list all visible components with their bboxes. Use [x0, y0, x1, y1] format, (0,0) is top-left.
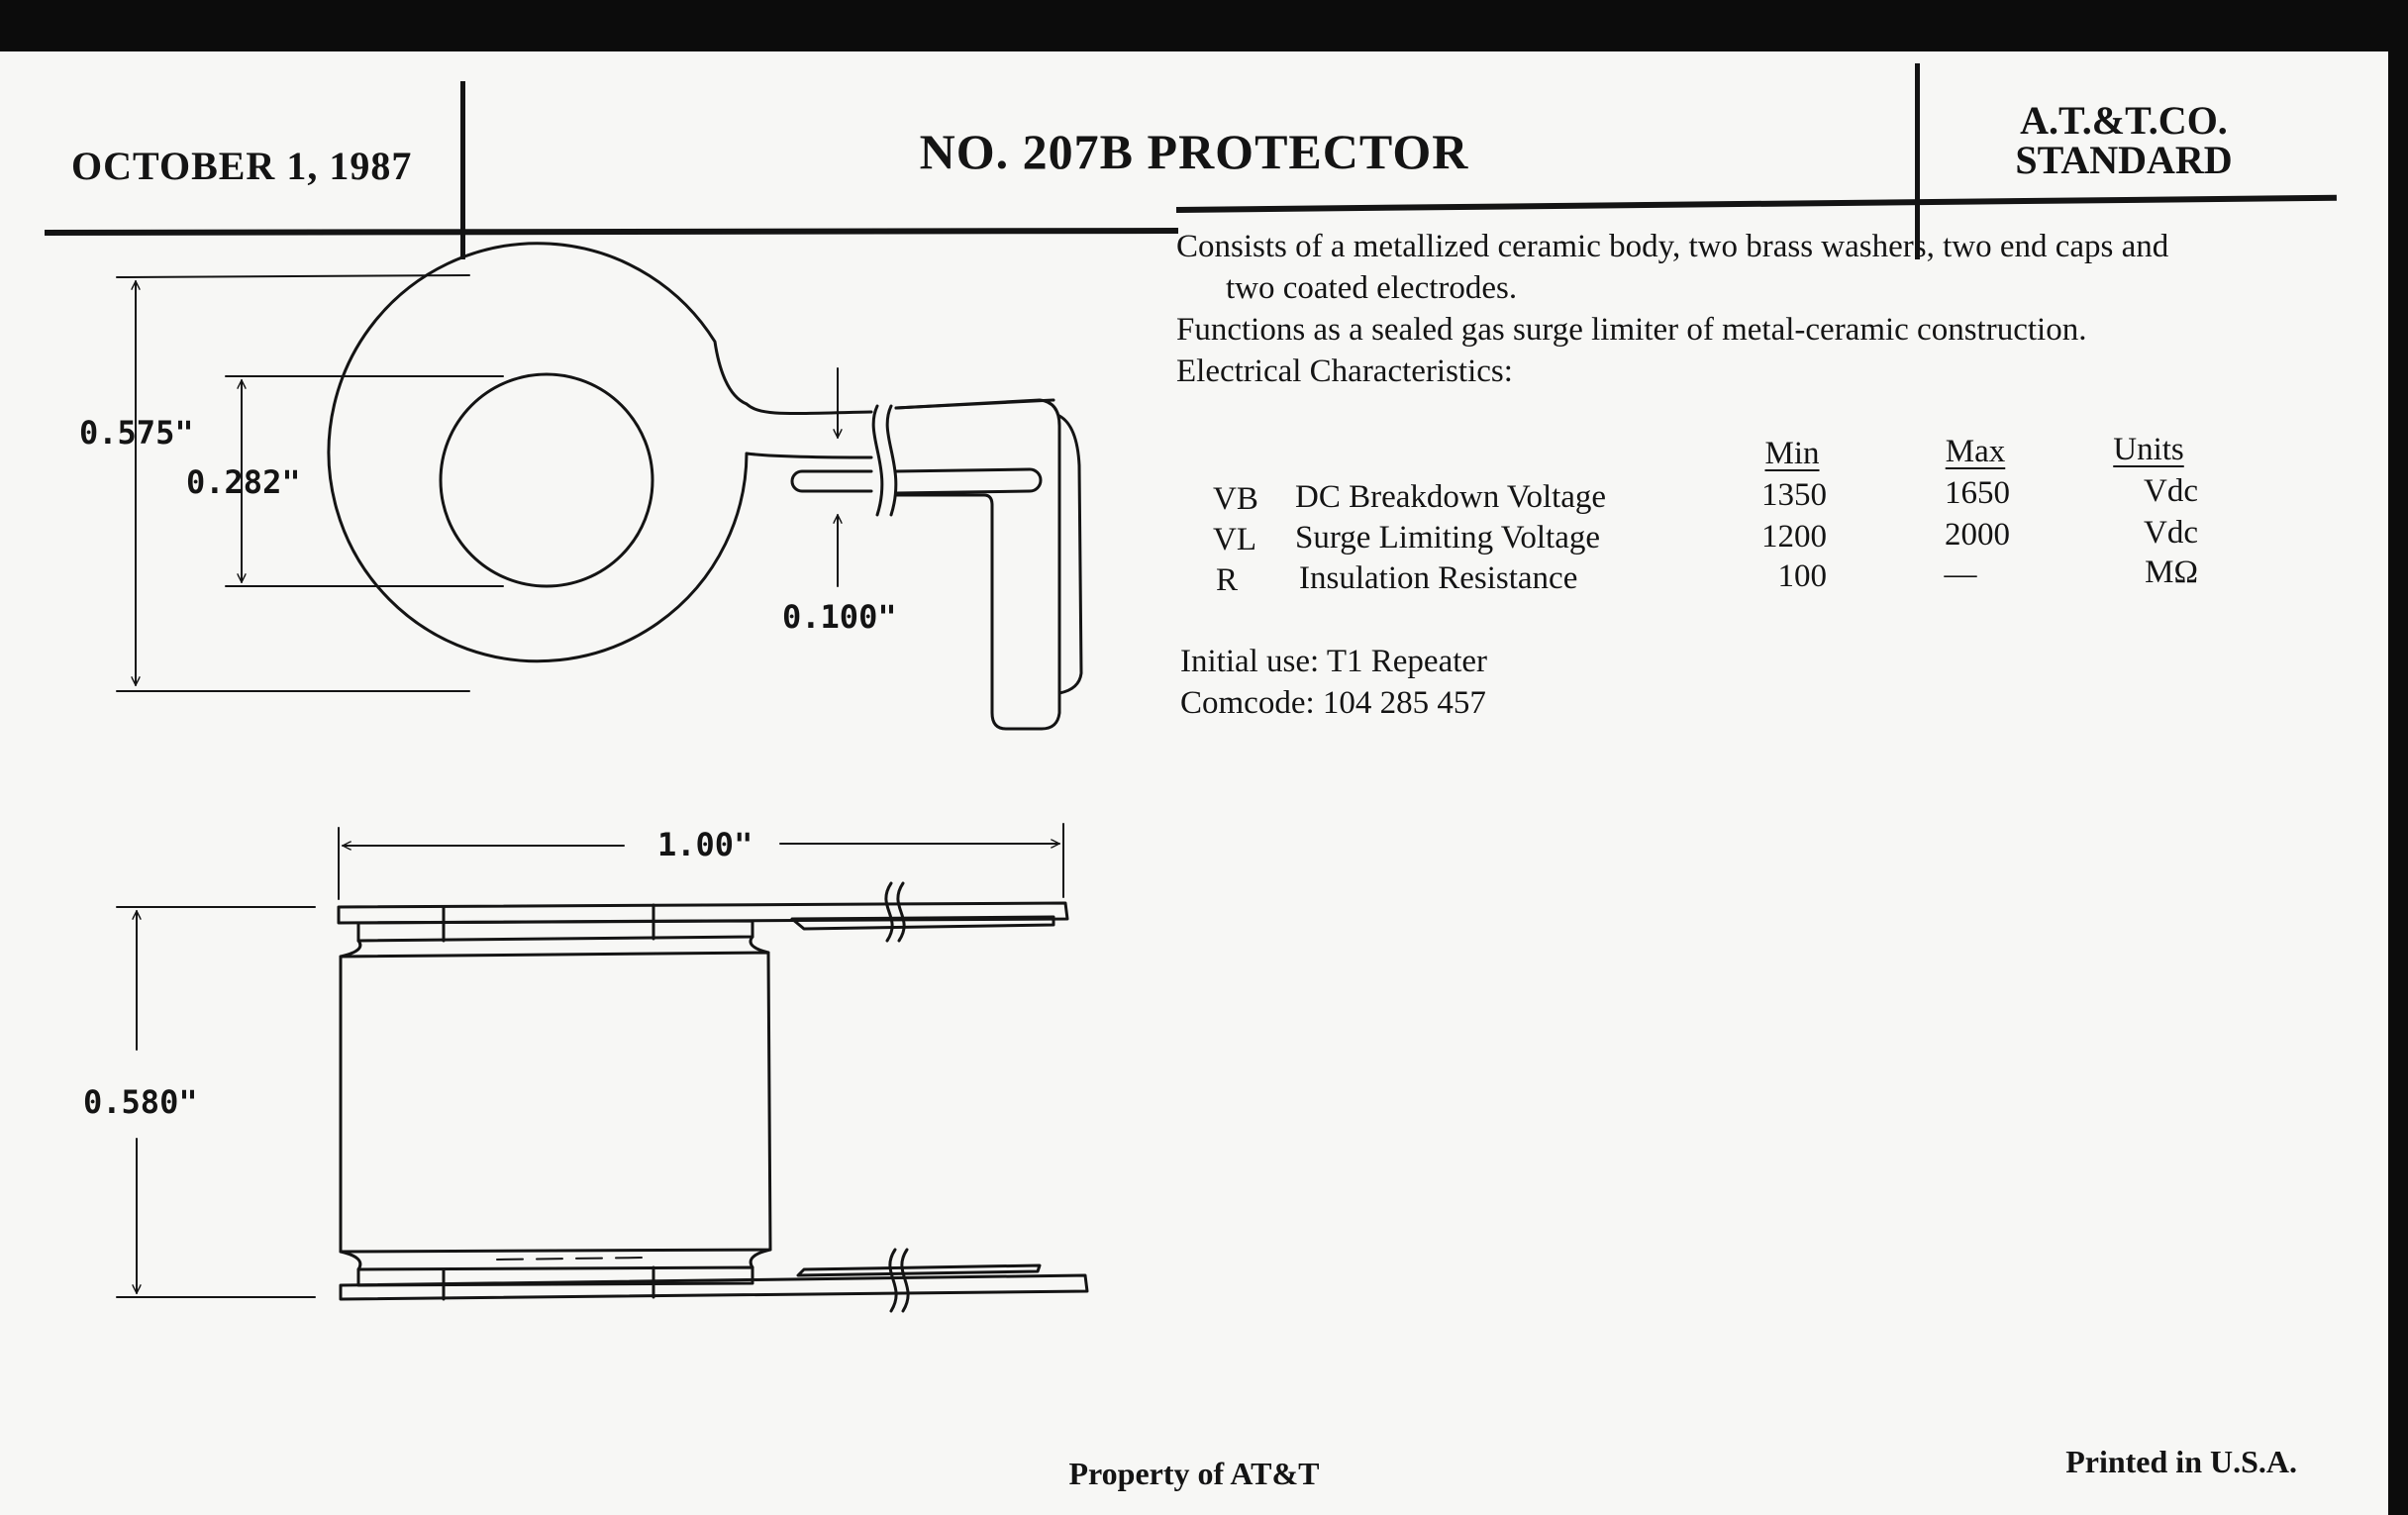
- row-max: —: [1944, 556, 1977, 592]
- org-line-1: A.T.&T.CO.: [2020, 98, 2228, 143]
- description-line-1: Consists of a metallized ceramic body, two brass washers, two end caps and: [1176, 229, 2169, 264]
- initial-use: Initial use: T1 Repeater: [1180, 644, 1488, 679]
- side-view-dimensions: [117, 824, 1063, 1297]
- row-name: DC Breakdown Voltage: [1295, 479, 1607, 515]
- row-units: Vdc: [2144, 515, 2198, 551]
- electrode-bottom: [798, 1265, 1040, 1275]
- dim-label-lead-width: 0.100": [782, 598, 897, 636]
- lead-bend: [896, 400, 1059, 729]
- row-symbol: R: [1216, 562, 1239, 598]
- washer-top: [358, 921, 752, 941]
- outer-ring: [330, 220, 871, 636]
- lead-upper: [747, 404, 871, 414]
- row-min: 1350: [1761, 477, 1827, 513]
- row-units: Vdc: [2144, 473, 2198, 509]
- inner-hole: [441, 374, 652, 586]
- ext-line-od-top: [117, 275, 469, 277]
- row-symbol: VL: [1213, 522, 1256, 557]
- electrode-top: [792, 917, 1054, 929]
- description-line-2: two coated electrodes.: [1226, 270, 1518, 306]
- description-line-4: Electrical Characteristics:: [1176, 354, 1513, 389]
- break-mark-upper: [886, 883, 904, 941]
- row-name: Insulation Resistance: [1299, 560, 1578, 596]
- row-symbol: VB: [1213, 481, 1258, 517]
- lead-slot: [792, 471, 871, 491]
- org-line-2: STANDARD: [2015, 138, 2233, 182]
- end-cap-bottom: [341, 1275, 1087, 1299]
- col-header-units: Units: [2113, 432, 2184, 467]
- top-view: [329, 220, 1081, 729]
- dim-label-height: 0.580": [83, 1083, 198, 1121]
- sheet-title: NO. 207B PROTECTOR: [919, 124, 1469, 179]
- row-name: Surge Limiting Voltage: [1295, 520, 1601, 556]
- sheet-date: OCTOBER 1, 1987: [71, 144, 413, 188]
- description-line-3: Functions as a sealed gas surge limiter of metal-ceramic construction.: [1176, 312, 2087, 348]
- col-header-min: Min: [1764, 436, 1820, 471]
- comcode: Comcode: 104 285 457: [1180, 685, 1486, 721]
- footer-property: Property of AT&T: [1068, 1456, 1320, 1491]
- row-min: 100: [1777, 558, 1827, 594]
- row-min: 1200: [1761, 519, 1827, 555]
- lead-lower: [747, 454, 871, 457]
- lead-flange: [1059, 416, 1081, 693]
- row-units: MΩ: [2145, 555, 2198, 590]
- outer-ring-outline: [329, 244, 747, 661]
- col-header-max: Max: [1945, 434, 2006, 469]
- dim-label-length: 1.00": [657, 826, 753, 863]
- break-mark-lower: [890, 1250, 908, 1311]
- lead-top-edge: [896, 400, 1054, 408]
- footer-printed: Printed in U.S.A.: [2065, 1444, 2297, 1479]
- lead-slot-right: [896, 469, 1041, 493]
- break-mark-top: [873, 406, 896, 515]
- dim-label-inner-diameter: 0.282": [186, 463, 301, 501]
- dim-label-outer-diameter: 0.575": [79, 414, 194, 452]
- row-max: 1650: [1945, 475, 2010, 511]
- washer-bottom-dash: [497, 1258, 644, 1260]
- row-max: 2000: [1945, 517, 2010, 553]
- side-view: [339, 883, 1087, 1311]
- ceramic-body: [341, 953, 770, 1252]
